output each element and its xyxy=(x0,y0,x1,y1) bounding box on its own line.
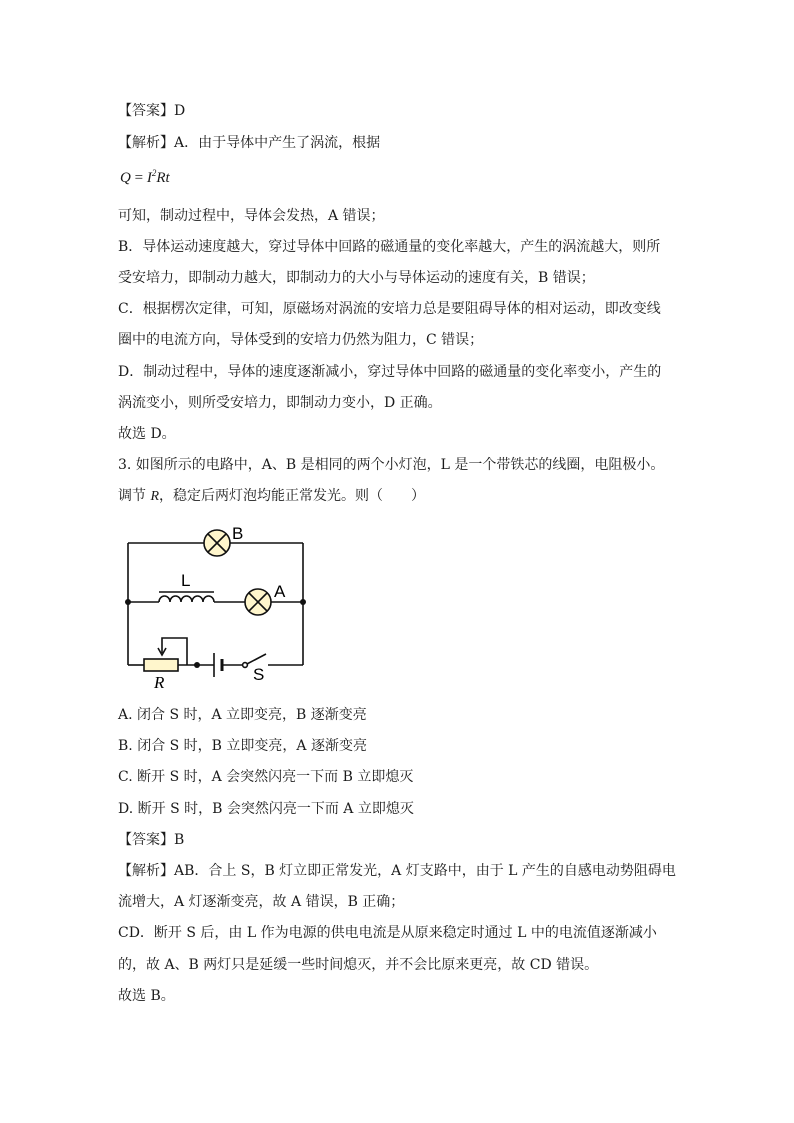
option-d: D. 断开 S 时，B 会突然闪亮一下而 A 立即熄灭 xyxy=(118,801,414,817)
explanation-c-line2: 圈中的电流方向，导体受到的安培力仍然为阻力，C 错误； xyxy=(118,332,484,348)
answer-label-1: 【答案】D xyxy=(118,103,186,119)
coil-l xyxy=(159,596,214,602)
option-a: A. 闭合 S 时，A 立即变亮，B 逐渐变亮 xyxy=(118,707,367,723)
lamp-b-label: B xyxy=(232,524,244,543)
explanation-c-line1: C．根据楞次定律，可知，原磁场对涡流的安培力总是要阻碍导体的相对运动，即改变线 xyxy=(118,301,661,317)
circuit-diagram xyxy=(118,520,318,692)
explanation-d-line2: 涡流变小，则所受安培力，即制动力变小，D 正确。 xyxy=(118,395,442,411)
explanation-intro-1: 【解析】A．由于导体中产生了涡流，根据 xyxy=(118,135,381,151)
lamp-b xyxy=(204,530,230,556)
option-b: B. 闭合 S 时，B 立即变亮，A 逐渐变亮 xyxy=(118,738,367,754)
switch-label: S xyxy=(253,665,265,684)
explanation-a: 可知，制动过程中，导体会发热，A 错误； xyxy=(118,208,385,224)
explanation-3-line1: 【解析】AB．合上 S，B 灯立即正常发光，A 灯支路中，由于 L 产生的自感电动势阻碍电 xyxy=(118,863,676,879)
formula-joule-heat: $Q = I^2Rt$ xyxy=(120,168,170,186)
rheostat-r xyxy=(144,659,178,671)
explanation-b-line1: B．导体运动速度越大，穿过导体中回路的磁通量的变化率越大，产生的涡流越大，则所 xyxy=(118,239,661,255)
explanation-3-line2: 流增大，A 灯逐渐变亮，故 A 错误，B 正确； xyxy=(118,894,405,910)
explanation-d-line1: D．制动过程中，导体的速度逐渐减小，穿过导体中回路的磁通量的变化率变小，产生的 xyxy=(118,364,662,380)
explanation-3-line3: CD．断开 S 后，由 L 作为电源的供电电流是从原来稳定时通过 L 中的电流值逐渐减小 xyxy=(118,925,657,941)
answer-label-3: 【答案】B xyxy=(118,832,185,848)
coil-label: L xyxy=(181,571,191,590)
question-3-line2: 调节 R，稳定后两灯泡均能正常发光。则（ ） xyxy=(118,488,426,504)
option-c: C. 断开 S 时，A 会突然闪亮一下而 B 立即熄灭 xyxy=(118,769,414,785)
conclusion-1: 故选 D。 xyxy=(118,426,176,442)
lamp-a-label: A xyxy=(274,582,286,601)
lamp-a xyxy=(245,589,271,615)
rheostat-label: R xyxy=(154,673,165,692)
switch-s xyxy=(245,654,266,665)
conclusion-3: 故选 B。 xyxy=(118,988,175,1004)
explanation-3-line4: 的，故 A、B 两灯只是延缓一些时间熄灭，并不会比原来更亮，故 CD 错误。 xyxy=(118,957,599,973)
explanation-b-line2: 受安培力，即制动力越大，即制动力的大小与导体运动的速度有关，B 错误； xyxy=(118,270,595,286)
question-3-line1: 3. 如图所示的电路中，A、B 是相同的两个小灯泡，L 是一个带铁芯的线圈，电阻极小。 xyxy=(118,457,665,473)
